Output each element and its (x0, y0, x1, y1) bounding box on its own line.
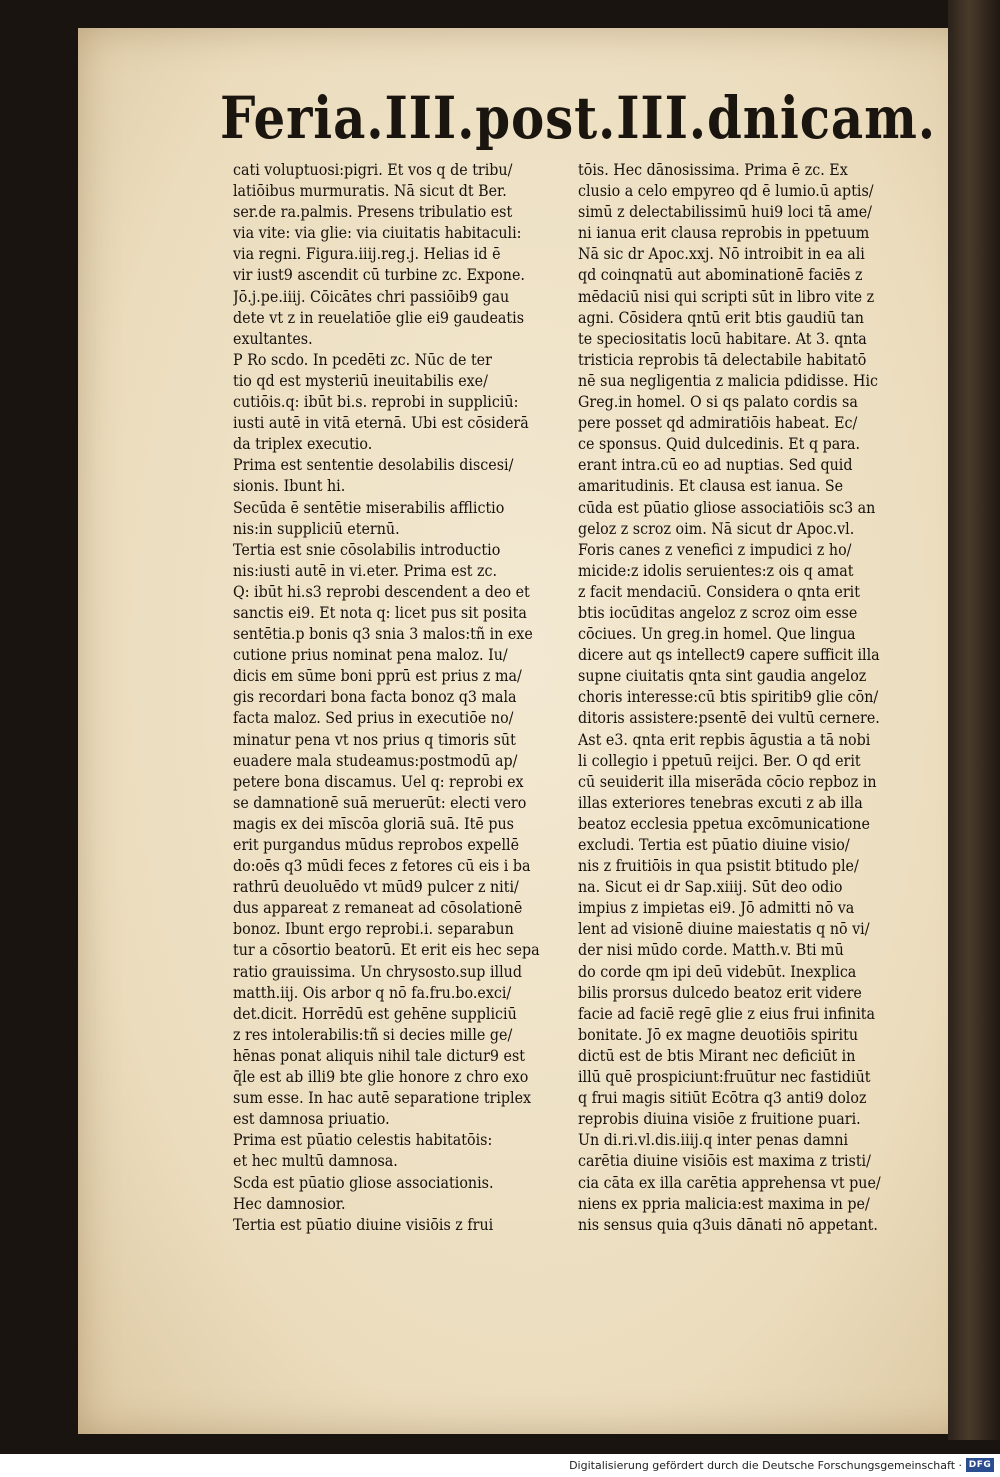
text-line: niens ex ppria malicia:est maxima in pe/ (578, 1194, 870, 1213)
text-line: via vite: via glie: via ciuitatis habitaculi: (233, 224, 522, 243)
text-line: cūda est pūatio gliose associatiōis sc3 an (578, 498, 876, 517)
text-line: Foris canes z venefici z impudici z ho/ (578, 540, 852, 559)
text-line: sionis. Ibunt hi. (233, 477, 346, 496)
text-line: z res intolerabilis:tñ si decies mille ge/ (233, 1025, 513, 1044)
text-line: minatur pena vt nos prius q timoris sūt (233, 730, 516, 749)
text-line: matth.iij. Ois arbor q nō fa.fru.bo.exci/ (233, 983, 512, 1002)
text-line: erit purgandus mūdus reprobos expellē (233, 836, 520, 854)
text-line: tōis. Hec dānosissima. Prima ē zc. Ex (578, 161, 848, 179)
text-line: ni ianua erit clausa reprobis in ppetuum (578, 224, 870, 243)
text-line: tur a cōsortio beatorū. Et erit eis hec sepa (233, 941, 540, 960)
text-line: iusti autē in vitā eternā. Ubi est cōsiderā (233, 414, 529, 433)
text-line: ditoris assistere:psentē dei vultū cernere. (578, 709, 880, 728)
text-line: dus appareat z remaneat ad cōsolationē (233, 899, 523, 918)
text-line: petere bona discamus. Uel q: reprobi ex (233, 772, 524, 791)
text-line: carētia diuine visiōis est maxima z tristi/ (578, 1152, 871, 1171)
running-head: Feria.III.post.III.dnicam. (220, 84, 936, 152)
text-line: Tertia est snie cōsolabilis introductio (233, 540, 501, 559)
text-line: Ast e3. qnta erit repbis āgustia a tā nobi (578, 730, 871, 749)
text-line: cōciues. Un greg.in homel. Que lingua (578, 625, 856, 644)
text-line: nē sua negligentia z malicia pdidisse. Hic (578, 371, 879, 390)
text-line: ce sponsus. Quid dulcedinis. Et q para. (578, 435, 861, 454)
text-line: ser.de ra.palmis. Presens tribulatio est (233, 203, 513, 222)
text-line: Nā sic dr Apoc.xxj. Nō introibit in ea ali (578, 245, 865, 264)
text-line: facta maloz. Sed prius in executiōe no/ (233, 709, 514, 728)
text-line: lent ad visionē diuine maiestatis q nō vi/ (578, 920, 870, 939)
dfg-logo: DFG (966, 1458, 994, 1472)
text-line: cati voluptuosi:pigri. Et vos q de tribu/ (233, 161, 513, 179)
text-line: mēdaciū nisi qui scripti sūt in libro vite z (578, 287, 875, 306)
text-line: Hec damnosior. (233, 1194, 346, 1213)
text-line: nis:in suppliciū eternū. (233, 519, 400, 538)
text-line: det.dicit. Horrēdū est gehēne suppliciū (233, 1004, 517, 1023)
text-line: Prima est sententie desolabilis discesi/ (233, 456, 514, 475)
text-line: Scda est pūatio gliose associationis. (233, 1173, 494, 1192)
text-line: cia cāta ex illa carētia apprehensa vt pue/ (578, 1173, 881, 1192)
text-line: facie ad faciē regē glie z eius frui infinita (578, 1004, 876, 1023)
text-line: excludi. Tertia est pūatio diuine visio/ (578, 836, 850, 854)
text-line: amaritudinis. Et clausa est ianua. Se (578, 477, 844, 496)
text-line: euadere mala studeamus:postmodū ap/ (233, 751, 518, 770)
text-line: simū z delectabilissimū hui9 loci tā ame/ (578, 203, 872, 222)
text-line: micide:z idolis seruientes:z ois q amat (578, 561, 854, 580)
text-line: bonitate. Jō ex magne deuotiōis spiritu (578, 1025, 859, 1044)
text-line: Greg.in homel. O si qs palato cordis sa (578, 393, 858, 412)
text-line: bilis prorsus dulcedo beatoz erit videre (578, 983, 862, 1002)
text-line: bonoz. Ibunt ergo reprobi.i. separabun (233, 920, 514, 939)
text-line: tristicia reprobis tā delectabile habitatō (578, 350, 867, 369)
text-line: P Ro scdo. In pcedēti zc. Nūc de ter (233, 350, 492, 369)
text-line: te speciositatis locū habitare. At 3. qnta (578, 329, 867, 348)
text-line: via regni. Figura.iiij.reg.j. Helias id ē (233, 245, 501, 264)
text-line: illas exteriores tenebras excuti z ab illa (578, 793, 863, 812)
text-line: impius z impietas ei9. Jō admitti nō va (578, 899, 855, 918)
text-line: dictū est de btis Mirant nec deficiūt in (578, 1046, 856, 1065)
footer-bar (0, 1454, 1000, 1477)
text-line: cutione prius nominat pena maloz. Iu/ (233, 646, 508, 665)
text-line: nis sensus quia q3uis dānati nō appetant. (578, 1215, 878, 1234)
text-line: rathrū deuoluēdo vt mūd9 pulcer z niti/ (233, 878, 519, 897)
page-edge (948, 0, 1000, 1440)
text-line: gis recordari bona facta bonoz q3 mala (233, 688, 517, 707)
text-line: Un di.ri.vl.dis.iiij.q inter penas damni (578, 1131, 849, 1150)
text-line: der nisi mūdo corde. Matth.v. Bti mū (578, 941, 844, 960)
digitization-credit: Digitalisierung gefördert durch die Deutsche Forschungsgemeinschaft · (569, 1459, 962, 1472)
text-line: supne ciuitatis qnta sint gaudia angeloz (578, 667, 867, 686)
text-line: li collegio i ppetuū reijci. Ber. O qd erit (578, 751, 861, 770)
right-column (578, 160, 910, 1236)
text-line: reprobis diuina visiōe z fruitione puari. (578, 1110, 861, 1129)
text-line: sentētia.p bonis q3 snia 3 malos:tñ in exe (233, 625, 533, 644)
text-line: choris interesse:cū btis spiritib9 glie cōn/ (578, 688, 879, 707)
text-line: btis iocūditas angeloz z scroz oim esse (578, 603, 858, 622)
text-line: hēnas ponat aliquis nihil tale dictur9 est (233, 1046, 526, 1065)
text-line: tio qd est mysteriū ineuitabilis exe/ (233, 371, 488, 390)
text-line: exultantes. (233, 329, 313, 348)
text-line: q̄le est ab illi9 bte glie honore z chro exo (233, 1068, 529, 1087)
text-line: geloz z scroz oim. Nā sicut dr Apoc.vl. (578, 519, 855, 538)
text-line: nis z fruitiōis in qua psistit btitudo ple/ (578, 857, 859, 876)
text-line: sum esse. In hac autē separatione triplex (233, 1089, 532, 1108)
left-column (233, 160, 571, 1236)
text-line: vir iust9 ascendit cū turbine zc. Expone. (233, 266, 525, 285)
text-line: Prima est pūatio celestis habitatōis: (233, 1131, 493, 1150)
text-line: magis ex dei mīscōa gloriā suā. Itē pus (233, 814, 514, 833)
text-line: sanctis ei9. Et nota q: licet pus sit posita (233, 603, 527, 622)
text-line: na. Sicut ei dr Sap.xiiij. Sūt deo odio (578, 878, 843, 897)
text-line: clusio a celo empyreo qd ē lumio.ū aptis/ (578, 182, 874, 201)
text-line: dicere aut qs intellect9 capere sufficit illa (578, 646, 880, 665)
text-line: Tertia est pūatio diuine visiōis z frui (233, 1215, 494, 1234)
text-line: do:oēs q3 mūdi feces z fetores cū eis i ba (233, 857, 531, 876)
text-line: qd coinqnatū aut abominationē faciēs z (578, 266, 863, 285)
text-line: est damnosa priuatio. (233, 1110, 390, 1129)
text-line: q frui magis sitiūt Ecōtra q3 anti9 doloz (578, 1089, 867, 1108)
text-line: beatoz ecclesia ppetua excōmunicatione (578, 814, 870, 833)
text-line: Q: ibūt hi.s3 reprobi descendent a deo et (233, 582, 530, 601)
text-line: cutiōis.q: ibūt bi.s. reprobi in suppliciū: (233, 393, 519, 412)
text-line: latiōibus murmuratis. Nā sicut dt Ber. (233, 182, 507, 201)
text-line: nis:iusti autē in vi.eter. Prima est zc. (233, 561, 498, 580)
text-line: Secūda ē sentētie miserabilis afflictio (233, 498, 505, 517)
text-line: erant intra.cū eo ad nuptias. Sed quid (578, 456, 853, 475)
text-line: z facit mendaciū. Considera o qnta erit (578, 582, 860, 601)
text-line: se damnationē suā meruerūt: electi vero (233, 793, 527, 812)
text-line: da triplex executio. (233, 435, 373, 454)
text-line: illū quē prospiciunt:fruūtur nec fastidiūt (578, 1068, 871, 1087)
text-line: do corde qm ipi deū videbūt. Inexplica (578, 962, 857, 981)
text-line: cū seuiderit illa miserāda cōcio repboz in (578, 772, 877, 791)
text-line: ratio grauissima. Un chrysosto.sup illud (233, 962, 522, 981)
text-line: pere posset qd admiratiōis habeat. Ec/ (578, 414, 858, 433)
text-line: dete vt z in reuelatiōe glie ei9 gaudeatis (233, 308, 525, 327)
text-line: Jō.j.pe.iiij. Cōicātes chri passiōib9 gau (233, 287, 510, 306)
text-line: dicis em sūme boni pprū est prius z ma/ (233, 667, 522, 686)
text-line: agni. Cōsidera qntū erit btis gaudiū tan (578, 308, 864, 327)
text-line: et hec multū damnosa. (233, 1152, 398, 1171)
